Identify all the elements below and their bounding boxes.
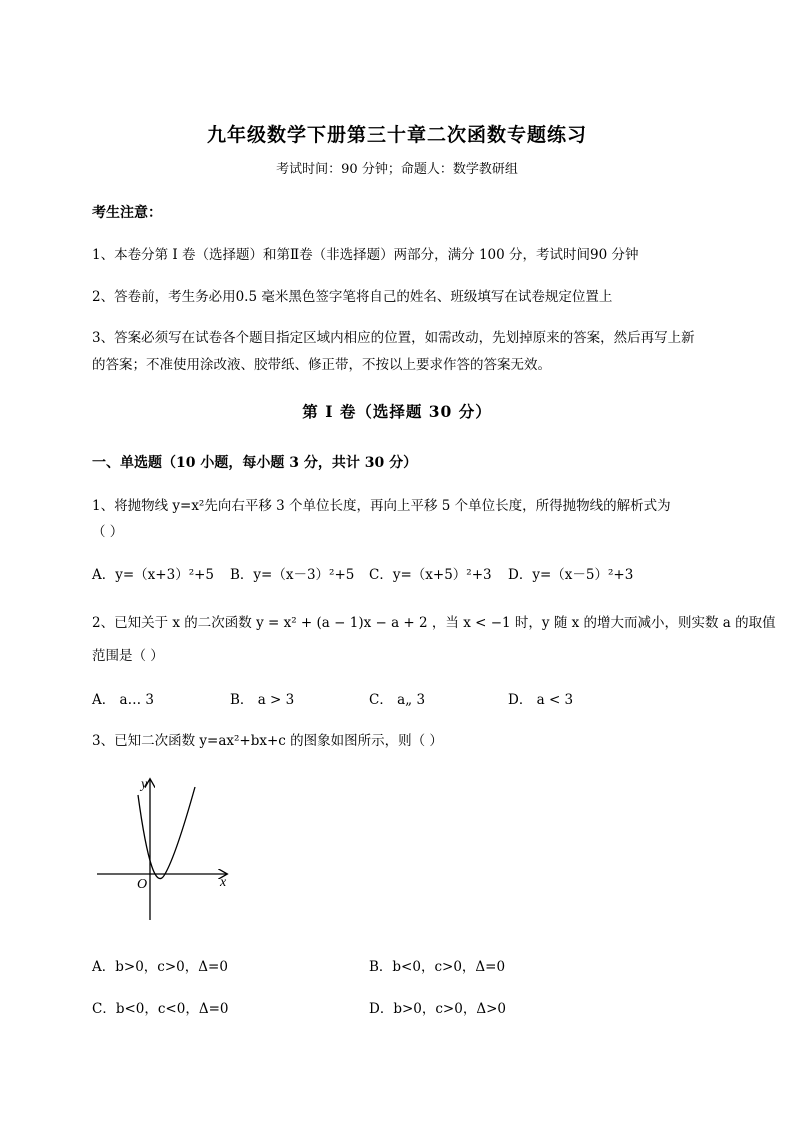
parabola-curve: [138, 787, 195, 879]
q1-option-c[interactable]: C．y=（x+5）²+3: [369, 567, 492, 583]
question-1-blank: （ ）: [92, 524, 124, 540]
q2-option-a[interactable]: A． a… 3: [92, 692, 154, 708]
x-axis-label: x: [220, 875, 227, 890]
q2-option-d[interactable]: D． a < 3: [508, 692, 574, 708]
part-heading: 一、单选题（10 小题，每小题 3 分，共计 30 分）: [92, 455, 418, 471]
notice-item-1: 1、本卷分第 I 卷（选择题）和第Ⅱ卷（非选择题）两部分，满分 100 分，考试时间90 分钟: [92, 247, 639, 263]
y-axis-label: y: [141, 777, 148, 792]
q2-option-b[interactable]: B． a > 3: [230, 692, 295, 708]
notice-item-3-cont: 的答案；不准使用涂改液、胶带纸、修正带，不按以上要求作答的答案无效。: [92, 357, 551, 373]
page-title: 九年级数学下册第三十章二次函数专题练习: [206, 124, 587, 146]
question-2-blank: 范围是（ ）: [92, 648, 164, 664]
question-1-text: 1、将抛物线 y=x²先向右平移 3 个单位长度，再向上平移 5 个单位长度，所得抛物线的解析式为: [92, 498, 671, 514]
question-2-text: 2、已知关于 x 的二次函数 y = x² + (a − 1)x − a + 2 ，当 x < −1 时，y 随 x 的增大而减小，则实数 a 的取值: [92, 615, 776, 631]
notice-item-3: 3、答案必须写在试卷各个题目指定区域内相应的位置，如需改动，先划掉原来的答案，然后再写上新: [92, 330, 695, 346]
q3-option-b[interactable]: B．b<0，c>0，Δ=0: [369, 959, 506, 975]
q1-option-b[interactable]: B．y=（x－3）²+5: [230, 567, 355, 583]
q1-option-a[interactable]: A．y=（x+3）²+5: [92, 567, 215, 583]
question-3-text: 3、已知二次函数 y=ax²+bx+c 的图象如图所示，则（ ）: [92, 733, 443, 749]
section-title: 第 I 卷（选择题 30 分）: [302, 402, 492, 421]
parabola-graph: [92, 770, 237, 925]
q3-option-c[interactable]: C．b<0，c<0，Δ=0: [92, 1001, 229, 1017]
exam-info: 考试时间：90 分钟；命题人：数学教研组: [276, 162, 518, 177]
q3-option-d[interactable]: D．b>0，c>0，Δ>0: [369, 1001, 506, 1017]
origin-label: O: [137, 877, 148, 892]
notice-heading: 考生注意：: [92, 205, 162, 221]
q3-option-a[interactable]: A．b>0，c>0，Δ=0: [92, 959, 228, 975]
q2-option-c[interactable]: C． a„ 3: [369, 692, 426, 708]
notice-item-2: 2、答卷前，考生务必用0.5 毫米黑色签字笔将自己的姓名、班级填写在试卷规定位置上: [92, 289, 613, 305]
q1-option-d[interactable]: D．y=（x－5）²+3: [508, 567, 634, 583]
